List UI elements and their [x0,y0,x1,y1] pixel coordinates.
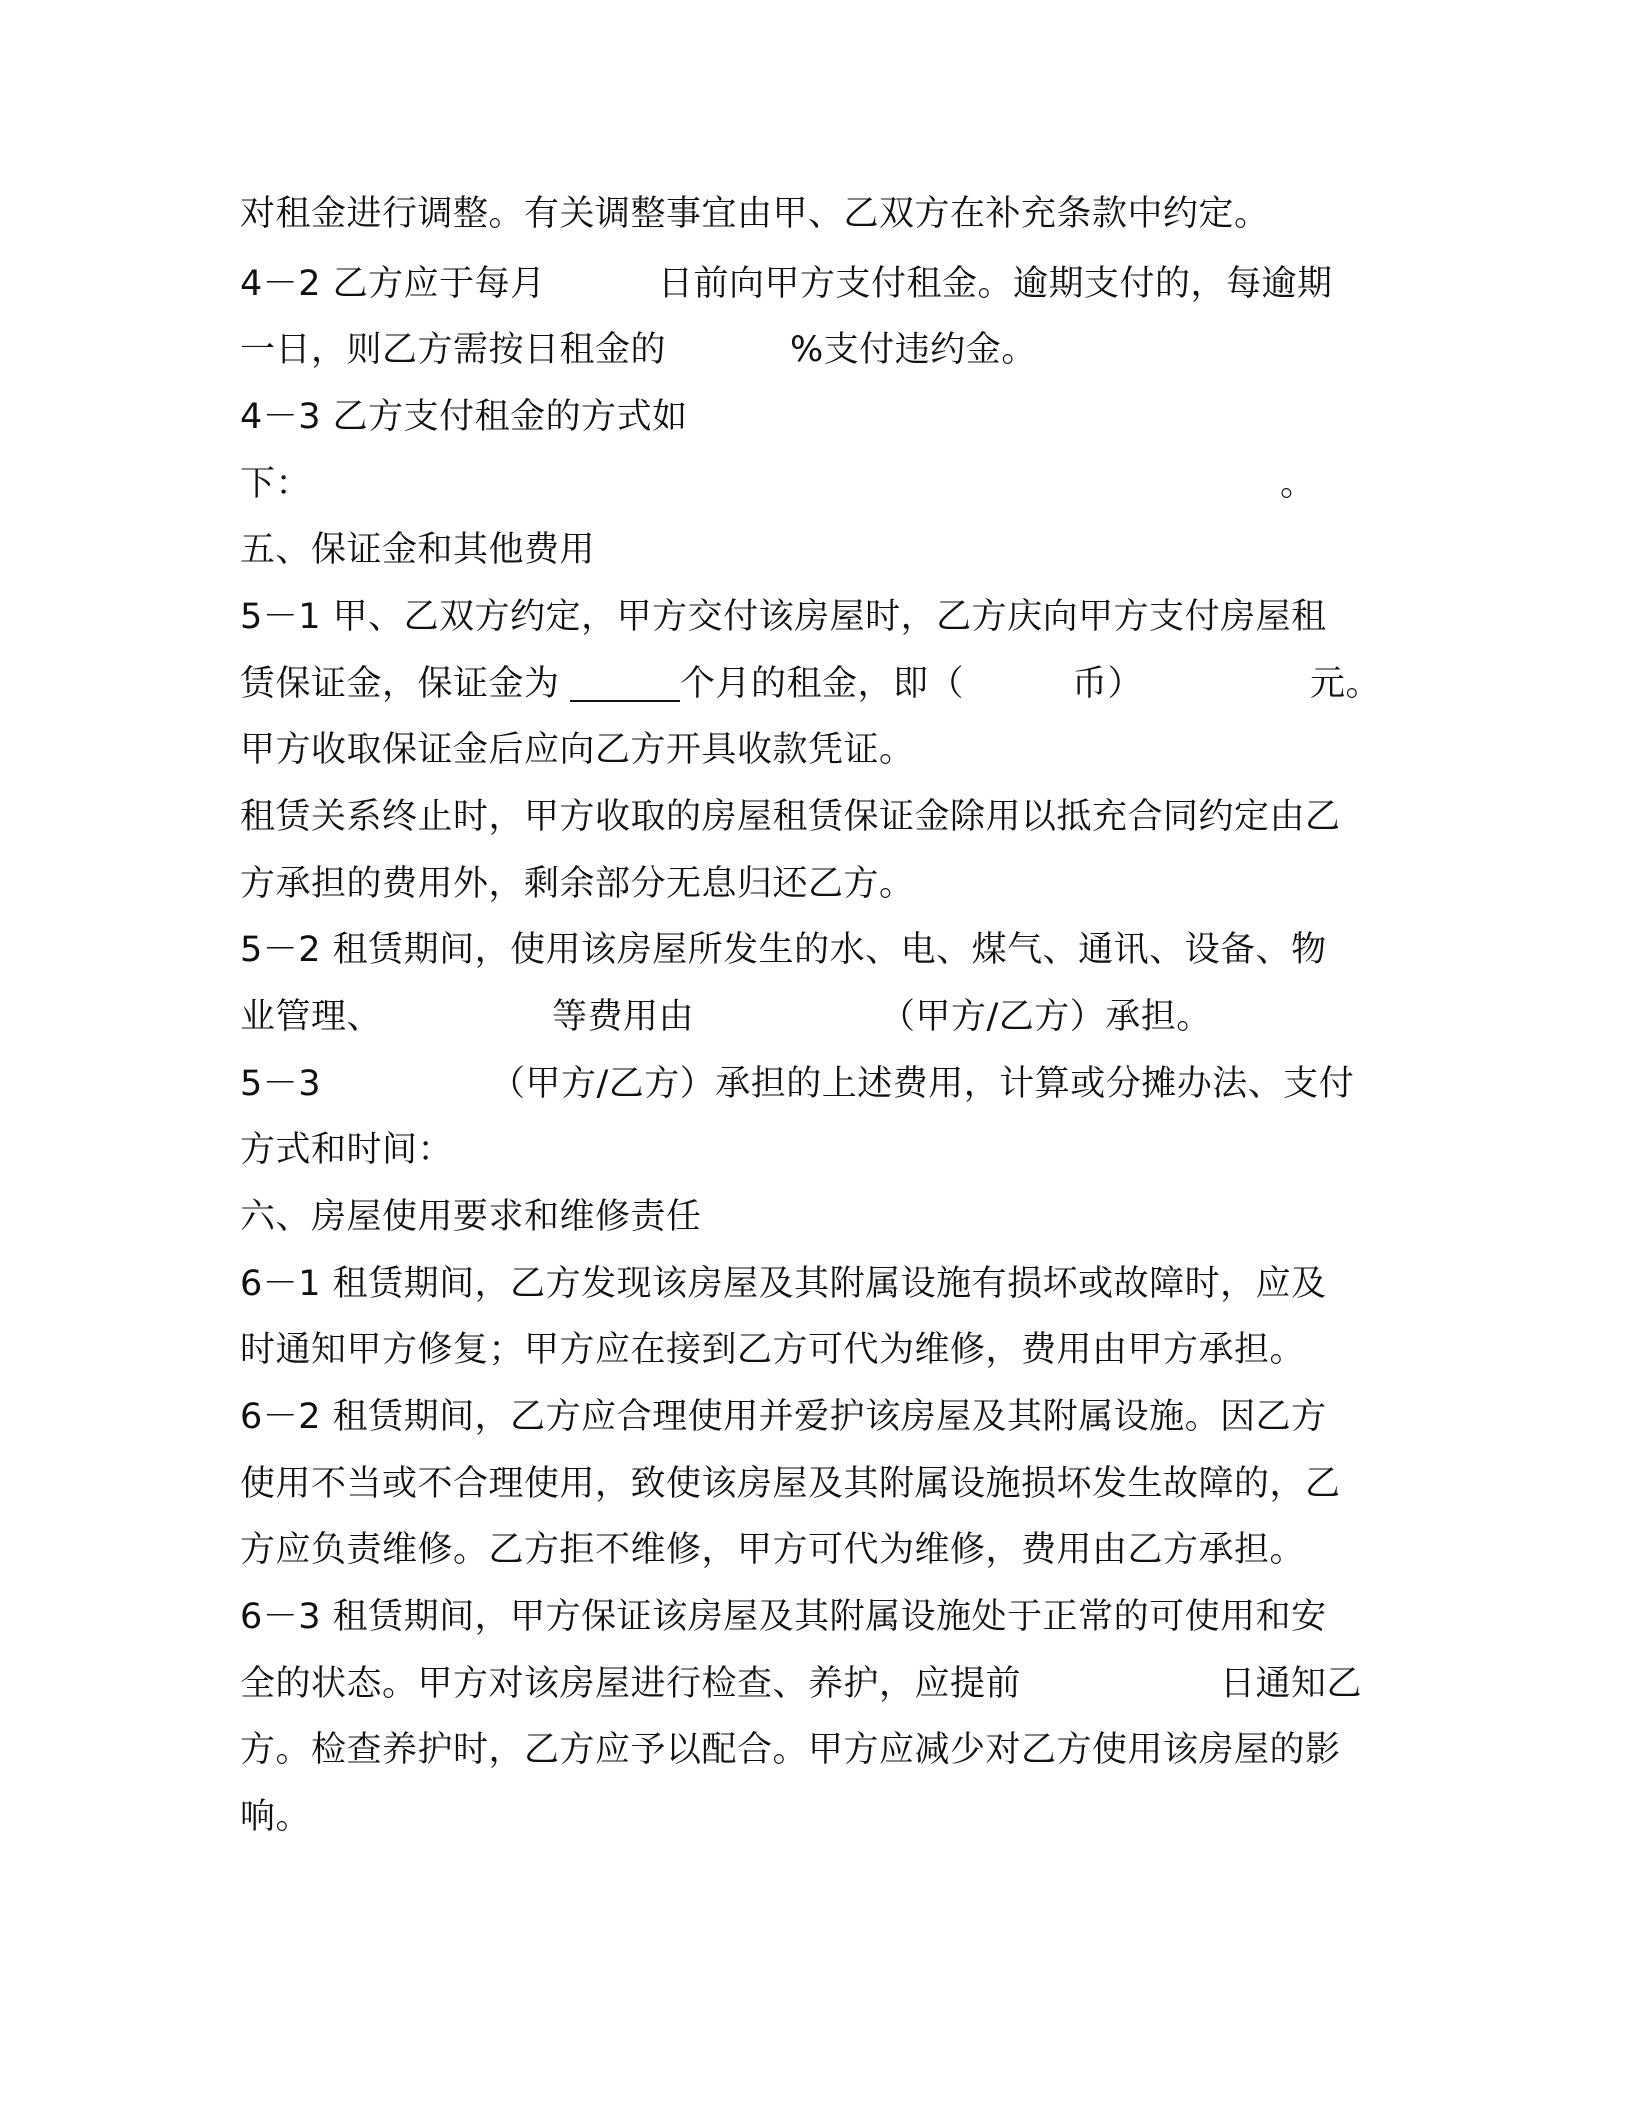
text-segment: 4－3 乙方支付租金的方式如 [240,397,688,437]
text-segment: %支付违约金。 [790,330,1037,370]
text-segment: 日通知乙 [1220,1664,1363,1704]
text-segment: 时通知甲方修复；甲方应在接到乙方可代为维修，费用由甲方承担。 [240,1330,1306,1370]
text-segment: 使用不当或不合理使用，致使该房屋及其附属设施损坏发生故障的，乙 [240,1464,1341,1504]
text-segment: 5－1 甲、乙双方约定，甲方交付该房屋时，乙方庆向甲方支付房屋租 [240,597,1327,637]
text-segment: 下： [240,464,312,504]
text-segment: 6－3 租赁期间，甲方保证该房屋及其附属设施处于正常的可使用和安 [240,1597,1327,1637]
text-segment: 响。 [240,1797,312,1837]
text-segment: 方承担的费用外，剩余部分无息归还乙方。 [240,864,915,904]
text-segment: 5－2 租赁期间，使用该房屋所发生的水、电、煤气、通讯、设备、物 [240,930,1327,970]
text-segment: 租赁关系终止时，甲方收取的房屋租赁保证金除用以抵充合同约定由乙 [240,797,1341,837]
text-segment: 4－2 乙方应于每月 [240,264,546,304]
text-segment: 方。检查养护时，乙方应予以配合。甲方应减少对乙方使用该房屋的影 [240,1730,1341,1770]
text-segment: 全的状态。甲方对该房屋进行检查、养护，应提前 [240,1664,1022,1704]
text-segment: 方式和时间： [240,1130,454,1170]
text-segment: 一日，则乙方需按日租金的 [240,330,667,370]
text-segment: 方应负责维修。乙方拒不维修，甲方可代为维修，费用由乙方承担。 [240,1530,1306,1570]
text-segment: 6－1 租赁期间，乙方发现该房屋及其附属设施有损坏或故障时，应及 [240,1264,1327,1304]
text-segment: 等费用由 [552,997,695,1037]
text-segment: 6－2 租赁期间，乙方应合理使用并爱护该房屋及其附属设施。因乙方 [240,1397,1327,1437]
text-segment: 六、房屋使用要求和维修责任 [240,1197,702,1237]
fill-in-blank [570,664,680,702]
text-segment: （甲方/乙方）承担。 [880,997,1212,1037]
text-segment: 5－3 [240,1064,322,1104]
text-segment: （甲方/乙方）承担的上述费用，计算或分摊办法、支付 [490,1064,1355,1104]
text-segment: 。 [1280,464,1316,504]
text-segment: 对租金进行调整。有关调整事宜由甲、乙双方在补充条款中约定。 [240,194,1270,234]
text-segment: 业管理、 [240,997,383,1037]
text-segment: 元。 [1310,664,1382,704]
text-segment: 甲方收取保证金后应向乙方开具收款凭证。 [240,730,915,770]
text-segment: 日前向甲方支付租金。逾期支付的，每逾期 [658,264,1333,304]
text-segment: 个月的租金，即（ [680,664,965,704]
text-segment: 币） [1072,664,1144,704]
text-segment: 五、保证金和其他费用 [240,530,596,570]
text-segment: 赁保证金，保证金为 [240,664,560,704]
